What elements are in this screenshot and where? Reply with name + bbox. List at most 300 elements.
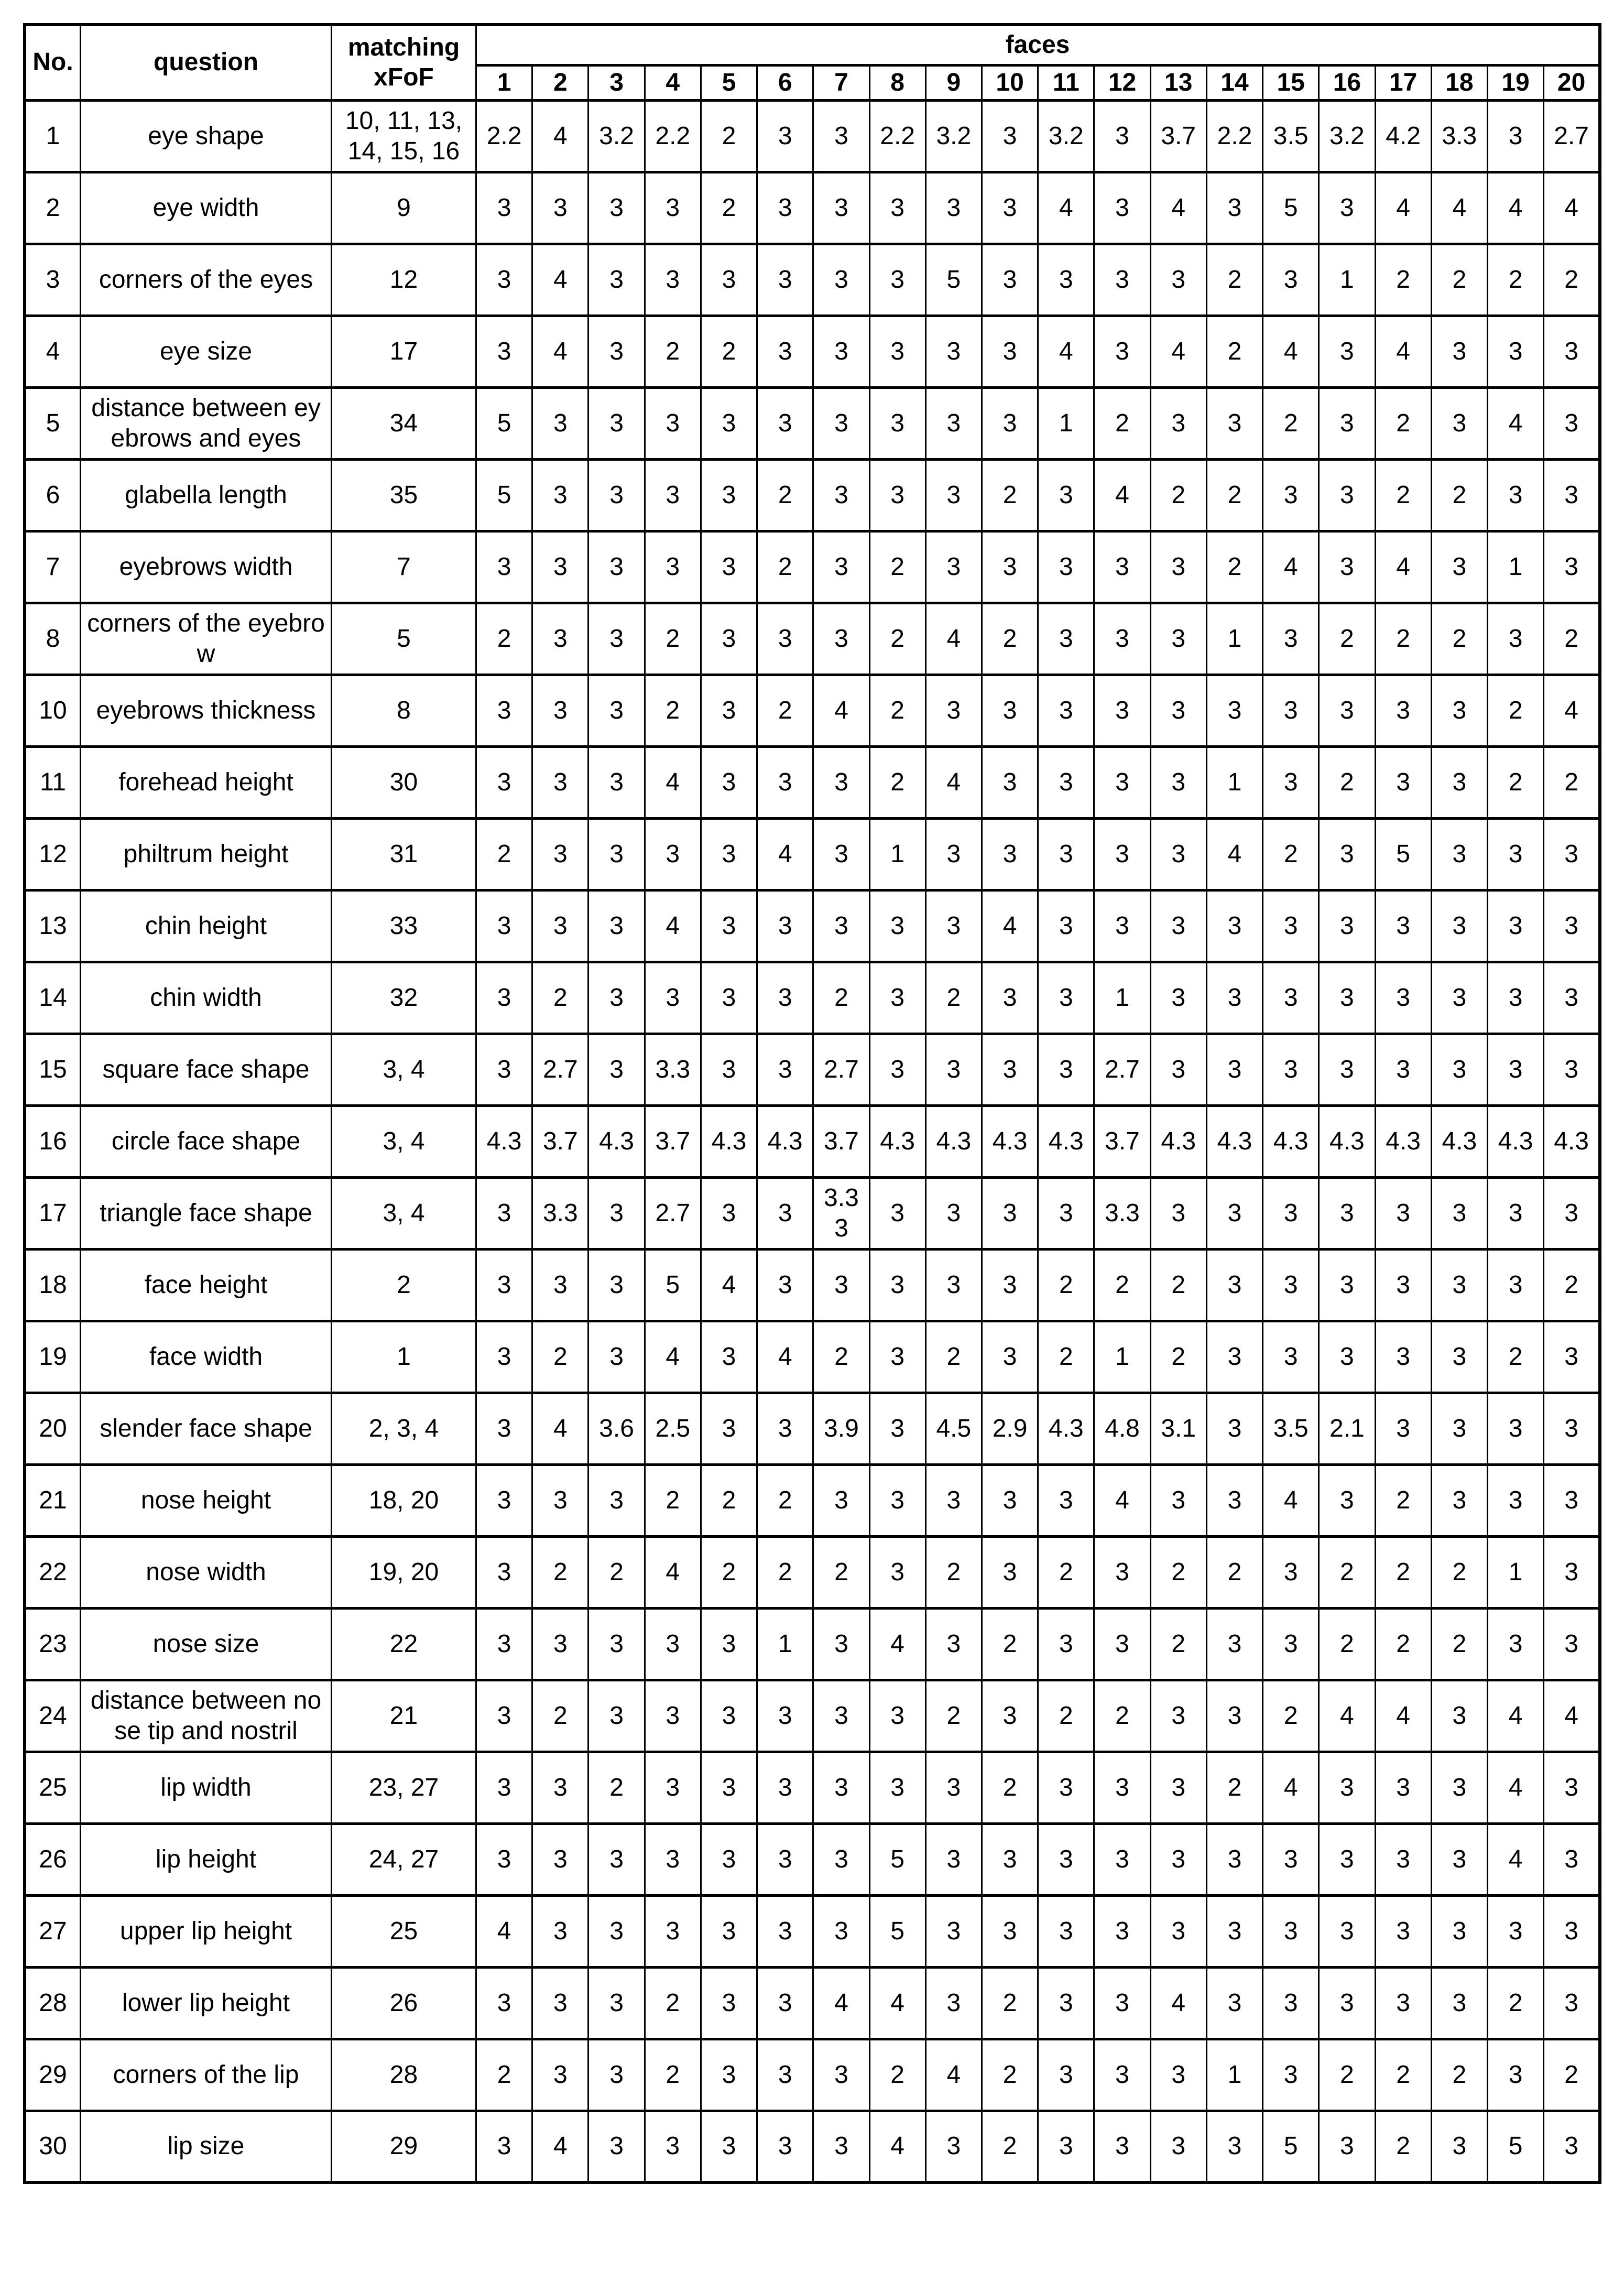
face-value-cell: 3 [476, 316, 532, 387]
face-value-cell: 3 [757, 1249, 813, 1321]
face-value-cell: 3 [1094, 244, 1150, 316]
face-value-cell: 3 [1375, 1393, 1431, 1464]
face-value-cell: 3 [1206, 1895, 1262, 1967]
face-value-cell: 3 [1150, 890, 1206, 962]
table-row [25, 1034, 1600, 1105]
face-value-cell: 3 [982, 1177, 1038, 1249]
face-value-cell: 3 [1038, 1967, 1094, 2039]
face-value-cell: 2 [1375, 2111, 1431, 2182]
header-face-9: 9 [925, 65, 982, 100]
face-value-cell: 3.2 [925, 100, 982, 172]
face-value-cell: 3 [869, 1393, 925, 1464]
face-value-cell: 3 [1375, 1177, 1431, 1249]
face-value-cell: 3 [476, 244, 532, 316]
header-face-10: 10 [982, 65, 1038, 100]
face-value-cell: 3 [1319, 531, 1375, 603]
face-value-cell: 2 [532, 962, 588, 1034]
face-value-cell: 3 [1263, 459, 1319, 531]
table-row [25, 746, 1600, 818]
face-value-cell: 3 [1263, 746, 1319, 818]
face-value-cell: 3 [1544, 1823, 1600, 1895]
face-value-cell: 3 [925, 531, 982, 603]
face-value-cell: 3 [701, 746, 757, 818]
row-number: 11 [25, 746, 81, 818]
face-value-cell: 3 [645, 2111, 701, 2182]
face-value-cell: 3 [1319, 962, 1375, 1034]
table-row [25, 1967, 1600, 2039]
face-value-cell: 3 [869, 962, 925, 1034]
question-cell: nose height [81, 1464, 332, 1536]
face-value-cell: 3 [532, 1249, 588, 1321]
face-value-cell: 3 [813, 1823, 869, 1895]
face-value-cell: 3 [869, 1464, 925, 1536]
face-value-cell: 3.7 [1150, 100, 1206, 172]
face-value-cell: 3 [1431, 316, 1487, 387]
face-value-cell: 3 [588, 962, 645, 1034]
face-value-cell: 3 [1319, 1034, 1375, 1105]
face-value-cell: 2 [701, 1464, 757, 1536]
face-value-cell: 3 [813, 100, 869, 172]
face-value-cell: 2 [1150, 1608, 1206, 1680]
face-value-cell: 3 [757, 1680, 813, 1752]
face-value-cell: 3 [1094, 316, 1150, 387]
face-value-cell: 5 [1375, 818, 1431, 890]
table-row [25, 2039, 1600, 2111]
face-value-cell: 3 [1206, 1393, 1262, 1464]
face-value-cell: 3 [476, 1823, 532, 1895]
face-value-cell: 3 [1431, 531, 1487, 603]
face-value-cell: 3.3 [1094, 1177, 1150, 1249]
face-value-cell: 3 [701, 459, 757, 531]
face-value-cell: 3 [1487, 603, 1543, 675]
matching-cell: 1 [332, 1321, 476, 1393]
face-value-cell: 2 [1375, 2039, 1431, 2111]
face-value-cell: 3 [1038, 2111, 1094, 2182]
face-value-cell: 3 [1544, 316, 1600, 387]
face-value-cell: 2 [1319, 1536, 1375, 1608]
face-value-cell: 3 [757, 2039, 813, 2111]
face-value-cell: 3 [1375, 890, 1431, 962]
face-value-cell: 3 [1038, 2039, 1094, 2111]
face-value-cell: 2 [1431, 603, 1487, 675]
face-value-cell: 3 [1487, 818, 1543, 890]
face-value-cell: 3 [1544, 1393, 1600, 1464]
face-value-cell: 3 [1206, 1034, 1262, 1105]
face-value-cell: 2 [1319, 2039, 1375, 2111]
header-face-1: 1 [476, 65, 532, 100]
face-value-cell: 4 [1375, 172, 1431, 244]
face-value-cell: 2 [1487, 1967, 1543, 2039]
face-value-cell: 4 [869, 1608, 925, 1680]
face-value-cell: 3 [1038, 1177, 1094, 1249]
face-value-cell: 2 [1263, 818, 1319, 890]
question-cell: corners of the eyes [81, 244, 332, 316]
face-value-cell: 2.7 [532, 1034, 588, 1105]
face-value-cell: 3 [645, 459, 701, 531]
face-value-cell: 3 [1094, 1967, 1150, 2039]
face-value-cell: 4 [1263, 531, 1319, 603]
face-value-cell: 3 [588, 1823, 645, 1895]
face-value-cell: 2 [925, 1321, 982, 1393]
face-value-cell: 2 [1206, 531, 1262, 603]
face-value-cell: 3 [925, 172, 982, 244]
row-number: 25 [25, 1752, 81, 1823]
face-value-cell: 2 [925, 1680, 982, 1752]
face-value-cell: 3 [645, 1895, 701, 1967]
face-value-cell: 3 [701, 2039, 757, 2111]
table-row [25, 1608, 1600, 1680]
face-value-cell: 4.3 [1544, 1105, 1600, 1177]
face-value-cell: 1 [869, 818, 925, 890]
face-value-cell: 3 [1544, 1752, 1600, 1823]
question-cell: nose size [81, 1608, 332, 1680]
face-value-cell: 3.7 [1094, 1105, 1150, 1177]
face-value-cell: 3 [588, 818, 645, 890]
face-value-cell: 2 [1375, 1608, 1431, 1680]
matching-cell: 9 [332, 172, 476, 244]
face-value-cell: 3 [476, 675, 532, 746]
face-value-cell: 4.3 [1150, 1105, 1206, 1177]
face-value-cell: 3 [701, 1177, 757, 1249]
face-value-cell: 2 [813, 962, 869, 1034]
face-value-cell: 3 [588, 459, 645, 531]
face-value-cell: 3.7 [532, 1105, 588, 1177]
face-value-cell: 4 [532, 100, 588, 172]
face-value-cell: 3 [1263, 1536, 1319, 1608]
face-value-cell: 3 [1150, 1823, 1206, 1895]
face-value-cell: 3 [1431, 818, 1487, 890]
face-value-cell: 3 [925, 2111, 982, 2182]
face-value-cell: 3.7 [645, 1105, 701, 1177]
face-value-cell: 2 [476, 603, 532, 675]
face-value-cell: 3 [1487, 316, 1543, 387]
row-number: 26 [25, 1823, 81, 1895]
face-value-cell: 3 [813, 1895, 869, 1967]
header-face-5: 5 [701, 65, 757, 100]
face-value-cell: 3 [813, 2111, 869, 2182]
header-face-2: 2 [532, 65, 588, 100]
face-value-cell: 3 [757, 603, 813, 675]
face-value-cell: 2 [645, 2039, 701, 2111]
table-row [25, 675, 1600, 746]
table-row [25, 962, 1600, 1034]
face-value-cell: 3 [925, 1249, 982, 1321]
question-cell: eye shape [81, 100, 332, 172]
header-question: question [81, 25, 332, 100]
face-value-cell: 3 [757, 316, 813, 387]
face-value-cell: 3 [1431, 1034, 1487, 1105]
table-row [25, 1680, 1600, 1752]
face-value-cell: 4.3 [982, 1105, 1038, 1177]
face-value-cell: 3 [476, 1752, 532, 1823]
face-value-cell: 2 [701, 316, 757, 387]
face-value-cell: 3 [1544, 459, 1600, 531]
face-value-cell: 3.6 [588, 1393, 645, 1464]
table-row [25, 316, 1600, 387]
face-value-cell: 3 [532, 1823, 588, 1895]
face-value-cell: 3 [1319, 675, 1375, 746]
face-value-cell: 3 [645, 1752, 701, 1823]
face-value-cell: 3 [588, 675, 645, 746]
matching-cell: 8 [332, 675, 476, 746]
face-value-cell: 3 [1431, 962, 1487, 1034]
face-value-cell: 3 [588, 1608, 645, 1680]
face-value-cell: 3 [645, 1680, 701, 1752]
face-value-cell: 3 [813, 603, 869, 675]
face-value-cell: 2 [982, 2039, 1038, 2111]
table-row [25, 818, 1600, 890]
face-value-cell: 3 [1206, 675, 1262, 746]
table-row [25, 1321, 1600, 1393]
face-value-cell: 3 [701, 531, 757, 603]
face-value-cell: 3 [982, 1680, 1038, 1752]
face-value-cell: 2 [982, 459, 1038, 531]
question-cell: philtrum height [81, 818, 332, 890]
face-value-cell: 2 [1038, 1249, 1094, 1321]
face-value-cell: 3 [1544, 1608, 1600, 1680]
face-value-cell: 3 [925, 1823, 982, 1895]
face-value-cell: 2 [757, 1464, 813, 1536]
face-value-cell: 3 [1150, 746, 1206, 818]
face-value-cell: 4 [532, 2111, 588, 2182]
row-number: 13 [25, 890, 81, 962]
face-value-cell: 3 [645, 387, 701, 459]
face-value-cell: 2 [1319, 603, 1375, 675]
face-value-cell: 3 [1544, 1536, 1600, 1608]
row-number: 21 [25, 1464, 81, 1536]
question-cell: circle face shape [81, 1105, 332, 1177]
face-value-cell: 3 [1263, 603, 1319, 675]
face-value-cell: 3 [701, 675, 757, 746]
face-value-cell: 3 [757, 1393, 813, 1464]
face-value-cell: 3 [588, 746, 645, 818]
question-cell: lip width [81, 1752, 332, 1823]
face-value-cell: 3 [869, 890, 925, 962]
face-value-cell: 3 [1150, 675, 1206, 746]
face-value-cell: 3 [813, 316, 869, 387]
face-value-cell: 4 [645, 1321, 701, 1393]
face-value-cell: 3 [1487, 1034, 1543, 1105]
face-value-cell: 4.3 [701, 1105, 757, 1177]
header-face-12: 12 [1094, 65, 1150, 100]
face-value-cell: 3 [982, 962, 1038, 1034]
question-cell: eyebrows thickness [81, 675, 332, 746]
face-value-cell: 2 [982, 1752, 1038, 1823]
face-value-cell: 3 [869, 1034, 925, 1105]
matching-cell: 28 [332, 2039, 476, 2111]
face-value-cell: 2 [1375, 603, 1431, 675]
face-value-cell: 3 [757, 387, 813, 459]
face-value-cell: 2 [1206, 1536, 1262, 1608]
row-number: 23 [25, 1608, 81, 1680]
face-value-cell: 4 [1544, 1680, 1600, 1752]
face-value-cell: 2 [1263, 1680, 1319, 1752]
face-value-cell: 2 [925, 962, 982, 1034]
table-row [25, 1464, 1600, 1536]
header-face-18: 18 [1431, 65, 1487, 100]
face-value-cell: 2 [1094, 1680, 1150, 1752]
face-value-cell: 3 [813, 459, 869, 531]
face-value-cell: 3 [1544, 531, 1600, 603]
face-value-cell: 3 [1263, 675, 1319, 746]
face-value-cell: 2 [1206, 459, 1262, 531]
face-value-cell: 3 [1319, 387, 1375, 459]
question-cell: square face shape [81, 1034, 332, 1105]
face-value-cell: 1 [1094, 962, 1150, 1034]
face-value-cell: 4 [1319, 1680, 1375, 1752]
face-value-cell: 3 [757, 244, 813, 316]
header-face-13: 13 [1150, 65, 1206, 100]
face-value-cell: 5 [1263, 172, 1319, 244]
face-value-cell: 3 [1544, 890, 1600, 962]
face-value-cell: 2 [1038, 1321, 1094, 1393]
face-value-cell: 3 [532, 1464, 588, 1536]
face-value-cell: 3 [982, 1034, 1038, 1105]
matching-cell: 23, 27 [332, 1752, 476, 1823]
face-value-cell: 3 [813, 890, 869, 962]
header-face-16: 16 [1319, 65, 1375, 100]
row-number: 19 [25, 1321, 81, 1393]
face-value-cell: 4.3 [757, 1105, 813, 1177]
face-value-cell: 3 [982, 531, 1038, 603]
row-number: 24 [25, 1680, 81, 1752]
face-value-cell: 3 [532, 1752, 588, 1823]
face-value-cell: 3 [1487, 100, 1543, 172]
face-value-cell: 2 [1544, 2039, 1600, 2111]
face-value-cell: 3 [1431, 1393, 1487, 1464]
face-value-cell: 3 [1150, 387, 1206, 459]
face-value-cell: 3 [813, 2039, 869, 2111]
face-value-cell: 3 [701, 1823, 757, 1895]
table-row [25, 1393, 1600, 1464]
face-value-cell: 2 [982, 2111, 1038, 2182]
face-value-cell: 1 [1487, 531, 1543, 603]
face-value-cell: 2 [1375, 387, 1431, 459]
face-value-cell: 3 [701, 603, 757, 675]
face-value-cell: 3 [701, 387, 757, 459]
face-value-cell: 4 [1544, 675, 1600, 746]
face-value-cell: 3 [925, 890, 982, 962]
face-value-cell: 3 [1206, 1177, 1262, 1249]
table-row [25, 1823, 1600, 1895]
row-number: 10 [25, 675, 81, 746]
face-value-cell: 3.2 [588, 100, 645, 172]
face-value-cell: 3 [1431, 1680, 1487, 1752]
face-value-cell: 3 [1150, 2039, 1206, 2111]
face-value-cell: 3 [1038, 1464, 1094, 1536]
face-value-cell: 2 [757, 675, 813, 746]
face-value-cell: 3 [925, 1967, 982, 2039]
face-value-cell: 4 [645, 890, 701, 962]
face-value-cell: 3 [1038, 1823, 1094, 1895]
face-value-cell: 5 [1487, 2111, 1543, 2182]
face-value-cell: 3 [982, 1249, 1038, 1321]
face-value-cell: 2 [757, 531, 813, 603]
face-value-cell: 3 [1263, 962, 1319, 1034]
question-cell: face width [81, 1321, 332, 1393]
face-value-cell: 3 [1319, 818, 1375, 890]
matching-cell: 5 [332, 603, 476, 675]
face-value-cell: 3.7 [813, 1105, 869, 1177]
header-face-17: 17 [1375, 65, 1431, 100]
face-value-cell: 4.3 [1487, 1105, 1543, 1177]
face-value-cell: 3 [1150, 1464, 1206, 1536]
face-value-cell: 3 [813, 1249, 869, 1321]
face-value-cell: 2 [701, 172, 757, 244]
face-value-cell: 3 [476, 1177, 532, 1249]
face-value-cell: 3 [869, 1752, 925, 1823]
face-value-cell: 3 [588, 1249, 645, 1321]
face-value-cell: 3 [757, 1177, 813, 1249]
table-row [25, 1105, 1600, 1177]
face-value-cell: 3 [757, 1895, 813, 1967]
face-value-cell: 3 [1487, 1177, 1543, 1249]
face-value-cell: 2 [1319, 746, 1375, 818]
face-value-cell: 3 [1263, 1249, 1319, 1321]
face-value-cell: 3 [869, 1680, 925, 1752]
face-value-cell: 3 [701, 818, 757, 890]
face-value-cell: 3 [869, 387, 925, 459]
face-value-cell: 3 [982, 1823, 1038, 1895]
face-value-cell: 2 [1544, 746, 1600, 818]
row-number: 27 [25, 1895, 81, 1967]
matching-cell: 3, 4 [332, 1177, 476, 1249]
face-value-cell: 3.3 [645, 1034, 701, 1105]
face-value-cell: 3 [1150, 1895, 1206, 1967]
face-value-cell: 3 [1431, 890, 1487, 962]
matching-cell: 33 [332, 890, 476, 962]
table-row [25, 603, 1600, 675]
matching-cell: 7 [332, 531, 476, 603]
face-value-cell: 3 [1038, 244, 1094, 316]
face-value-cell: 5 [869, 1823, 925, 1895]
face-value-cell: 4 [532, 244, 588, 316]
face-value-cell: 3 [645, 818, 701, 890]
question-cell: corners of the eyebrow [81, 603, 332, 675]
row-number: 20 [25, 1393, 81, 1464]
face-value-cell: 3 [1206, 1249, 1262, 1321]
header-face-6: 6 [757, 65, 813, 100]
face-value-cell: 3 [1263, 1034, 1319, 1105]
face-value-cell: 3 [701, 244, 757, 316]
face-value-cell: 3 [925, 1034, 982, 1105]
face-value-cell: 4 [813, 1967, 869, 2039]
face-value-cell: 3 [813, 1752, 869, 1823]
face-value-cell: 3 [588, 531, 645, 603]
face-value-cell: 2 [869, 603, 925, 675]
face-value-cell: 3 [813, 531, 869, 603]
face-value-cell: 4 [1038, 172, 1094, 244]
face-value-cell: 3 [1206, 1680, 1262, 1752]
matching-cell: 34 [332, 387, 476, 459]
face-value-cell: 3 [982, 244, 1038, 316]
face-value-cell: 3 [1094, 1895, 1150, 1967]
face-value-cell: 3 [1094, 603, 1150, 675]
face-value-cell: 3 [1544, 387, 1600, 459]
face-value-cell: 3 [476, 1321, 532, 1393]
matching-cell: 18, 20 [332, 1464, 476, 1536]
face-value-cell: 4.3 [1263, 1105, 1319, 1177]
face-value-cell: 2 [645, 675, 701, 746]
header-face-20: 20 [1544, 65, 1600, 100]
face-value-cell: 3 [1431, 1177, 1487, 1249]
face-value-cell: 4 [1431, 172, 1487, 244]
face-value-cell: 4 [813, 675, 869, 746]
face-value-cell: 3 [1487, 890, 1543, 962]
face-value-cell: 3 [1094, 746, 1150, 818]
row-number: 17 [25, 1177, 81, 1249]
face-value-cell: 3 [701, 1967, 757, 2039]
